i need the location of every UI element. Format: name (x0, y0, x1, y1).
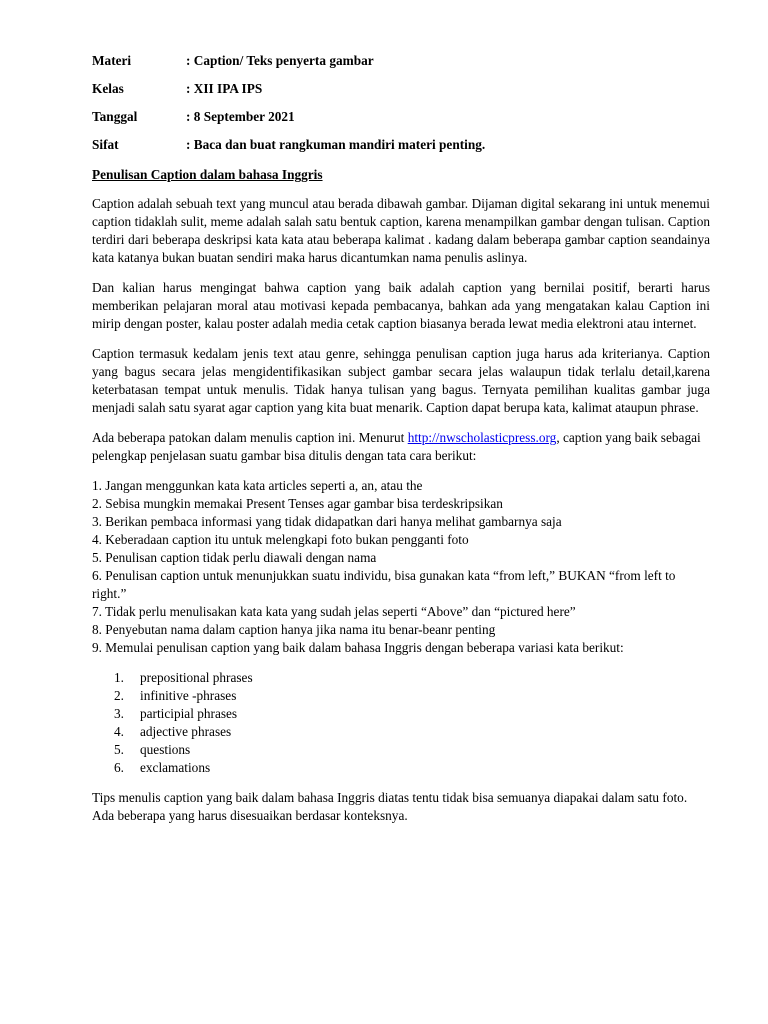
guideline-step: 6. Penulisan caption untuk menunjukkan suatu individu, bisa gunakan kata “from left,” BUKAN “from left to right.” (92, 568, 676, 601)
section-title: Penulisan Caption dalam bahasa Inggris (92, 167, 323, 182)
guideline-step: 8. Penyebutan nama dalam caption hanya jika nama itu benar-beanr penting (92, 622, 496, 637)
list-number: 2. (114, 688, 124, 703)
list-item (114, 669, 710, 687)
list-text: questions (140, 742, 191, 757)
paragraph-criteria: Caption termasuk kedalam jenis text atau genre, sehingga penulisan caption juga harus ada kriterianya. Caption yang bagus secara jelas mengidentifikasikan subject gambar secara jelas walaupun tidak terlalu detail,karena keterbatasan tempat untuk menulis. Tidak hanya tulisan yang bagus. Ternyata pemilihan kualitas gambar juga menjadi salah satu syarat agar caption yang kita buat menarik. Caption dapat berupa kata, kalimat ataupun phrase. (92, 346, 710, 415)
paragraph-guidelines (92, 429, 710, 465)
list-text: infinitive -phrases (140, 688, 237, 703)
meta-label: Tanggal (92, 109, 138, 124)
meta-value: : 8 September 2021 (186, 109, 295, 124)
list-text: exclamations (140, 760, 211, 775)
nwscholasticpress-link[interactable]: http://nwscholasticpress.org (407, 430, 557, 445)
meta-materi (92, 52, 710, 80)
list-text: adjective phrases (140, 724, 232, 739)
meta-label: Materi (92, 53, 132, 68)
meta-label: Kelas (92, 81, 124, 96)
list-item (114, 723, 710, 741)
paragraph-intro: Caption adalah sebuah text yang muncul atau berada dibawah gambar. Dijaman digital sekarang ini untuk menemui caption tidaklah sulit, meme adalah salah satu bentuk caption, karena menampilkan gambar dengan tulisan. Caption terdiri dari beberapa deskripsi kata kata atau beberapa kalimat . kadang dalam beberapa gambar caption seandainya kata katanya bukan buatan sendiri maka harus dicantumkan nama penulis aslinya. (92, 196, 710, 265)
list-number: 5. (114, 742, 124, 757)
list-text: participial phrases (140, 706, 238, 721)
meta-sifat (92, 136, 710, 164)
meta-tanggal (92, 108, 710, 136)
guideline-steps (92, 477, 710, 657)
guideline-step: 5. Penulisan caption tidak perlu diawali dengan nama (92, 550, 377, 565)
guidelines-text-before: Ada beberapa patokan dalam menulis caption ini. Menurut (92, 430, 408, 445)
guideline-step: 4. Keberadaan caption itu untuk melengkapi foto bukan pengganti foto (92, 532, 469, 547)
list-item (114, 705, 710, 723)
guideline-step: 2. Sebisa mungkin memakai Present Tenses agar gambar bisa terdeskripsikan (92, 496, 503, 511)
guidelines-text-after: , caption yang baik sebagai pelengkap penjelasan suatu gambar bisa ditulis dengan tata cara berikut: (92, 430, 701, 463)
paragraph-positive: Dan kalian harus mengingat bahwa caption yang baik adalah caption yang bernilai positif, berarti harus memberikan pelajaran moral atau motivasi kepada pembacanya, bahkan ada yang mengatakan kalau Caption ini mirip dengan poster, kalau poster adalah media cetak caption biasanya berada lewat media elektroni atau internet. (92, 280, 710, 331)
list-text: prepositional phrases (140, 670, 253, 685)
guideline-step: 9. Memulai penulisan caption yang baik dalam bahasa Inggris dengan beberapa variasi kata berikut: (92, 640, 624, 655)
guideline-step: 3. Berikan pembaca informasi yang tidak didapatkan dari hanya melihat gambarnya saja (92, 514, 562, 529)
list-item (114, 741, 710, 759)
list-item (114, 687, 710, 705)
list-item (114, 759, 710, 777)
meta-label: Sifat (92, 137, 119, 152)
paragraph-closing: Tips menulis caption yang baik dalam bahasa Inggris diatas tentu tidak bisa semuanya diapakai dalam satu foto. Ada beberapa yang harus disesuaikan berdasar konteksnya. (92, 790, 688, 823)
meta-value: : Caption/ Teks penyerta gambar (186, 53, 374, 68)
guideline-step: 7. Tidak perlu menulisakan kata kata yang sudah jelas seperti “Above” dan “pictured here” (92, 604, 576, 619)
guideline-step: 1. Jangan menggunkan kata kata articles seperti a, an, atau the (92, 478, 423, 493)
list-number: 1. (114, 670, 124, 685)
list-number: 4. (114, 724, 124, 739)
list-number: 3. (114, 706, 124, 721)
meta-value: : Baca dan buat rangkuman mandiri materi penting. (186, 137, 486, 152)
phrase-variations-list (92, 669, 710, 777)
meta-kelas (92, 80, 710, 108)
meta-value: : XII IPA IPS (186, 81, 263, 96)
list-number: 6. (114, 760, 124, 775)
